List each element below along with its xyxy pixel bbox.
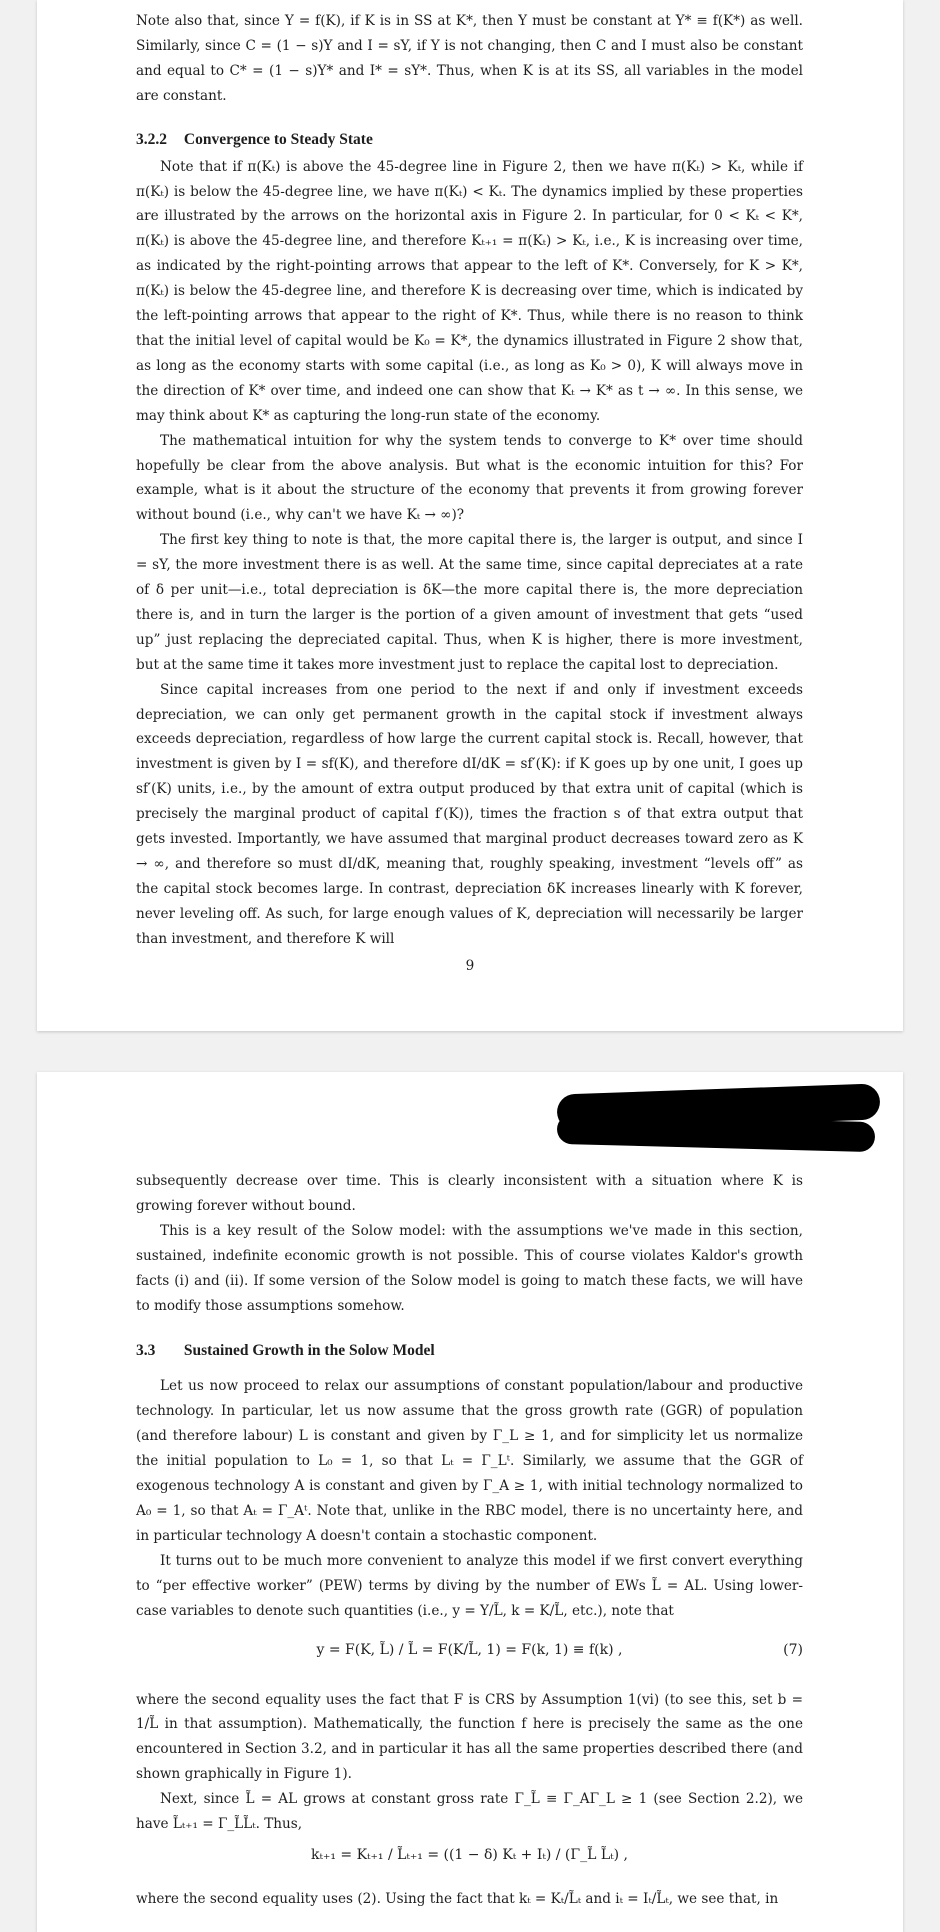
- key-result-paragraph: This is a key result of the Solow model: with the assumptions we've made in this section, sustained, indefinite economic growth is not possible. This of course violates Kaldor's growth facts (i) and (ii). If some version of the Solow model is going to match these facts, we will have to modify those assumptions somehow.: [136, 1222, 803, 1314]
- continuation-paragraph: subsequently decrease over time. This is clearly inconsistent with a situation where K is growing forever without bound.: [136, 1173, 803, 1214]
- paragraph-convergence-1: Note that if π(Kₜ) is above the 45-degree line in Figure 2, then we have π(Kₜ) > Kₜ, while if π(Kₜ) is below the 45-degree line, we have π(Kₜ) < Kₜ. The dynamics implied by these properties are illustrated by the arrows on the horizontal axis in Figure 2. In particular, for 0 < Kₜ < K*, π(Kₜ) is above the 45-degree line, and therefore Kₜ₊₁ = π(Kₜ) > Kₜ, i.e., K is increasing over time, as indicated by the right-pointing arrows that appear to the left of K*. Conversely, for K > K*, π(Kₜ) is below the 45-degree line, and therefore K is decreasing over time, which is indicated by the left-pointing arrows that appear to the right of K*. Thus, while there is no reason to think that the initial level of capital would be K₀ = K*, the dynamics illustrated in Figure 2 show that, as long as the economy starts with some capital (i.e., as long as K₀ > 0), K will always move in the direction of K* over time, and indeed one can show that Kₜ → K* as t → ∞. In this sense, we may think about K* as capturing the long-run state of the economy.: [136, 158, 803, 424]
- section-number: 3.2.2: [136, 130, 167, 148]
- paragraph-convergence-3: The first key thing to note is that, the more capital there is, the larger is output, and since I = sY, the more investment there is as well. At the same time, since capital depreciates at a rate of δ per unit—i.e., total depreciation is δK—the more capital there is, the more depreciation there is, and in turn the larger is the portion of a given amount of investment that gets “used up” just replacing the depreciated capital. Thus, when K is higher, there is more investment, but at the same time it takes more investment just to replace the capital lost to depreciation.: [136, 532, 803, 673]
- page-2-text: [136, 1169, 803, 1907]
- after-equation-7: where the second equality uses the fact that F is CRS by Assumption 1(vi) (to see this, set b = 1/L̃ in that assumption). Mathematically, the function f here is precisely the same as the one encountered in Section 3.2, and in particular it has all the same properties described there (and shown graphically in Figure 1).: [136, 1691, 803, 1783]
- section-number: 3.3: [136, 1342, 156, 1360]
- equation-7: [136, 1624, 803, 1688]
- page-1-text: [136, 9, 803, 952]
- paragraph-growth-1: Let us now proceed to relax our assumptions of constant population/labour and productive technology. In particular, let us now assume that the gross growth rate (GGR) of population (and therefore labour) L is constant and given by Γ_L ≥ 1, and for simplicity let us normalize the initial population to L₀ = 1, so that Lₜ = Γ_Lᵗ. Similarly, we assume that the GGR of exogenous technology A is constant and given by Γ_A ≥ 1, with initial technology normalized to A₀ = 1, so that Aₜ = Γ_Aᵗ. Note that, unlike in the RBC model, there is no uncertainty here, and in particular technology A doesn't contain a stochastic component.: [136, 1378, 803, 1544]
- intro-paragraph: Note also that, since Y = f(K), if K is in SS at K*, then Y must be constant at Y* ≡ f(K*) as well. Similarly, since C = (1 − s)Y and I = sY, if Y is not changing, then C and I must also be constant and equal to C* = (1 − s)Y* and I* = sY*. Thus, when K is at its SS, all variables in the model are constant.: [136, 13, 803, 104]
- page-number: 9: [465, 958, 475, 974]
- equation-7-body: y = F(K, L̃) / L̃ = F(K/L̃, 1) = F(k, 1) ≡ f(k) ,: [316, 1641, 623, 1658]
- equation-7-tag: (7): [783, 1641, 803, 1658]
- paragraph-growth-2: It turns out to be much more convenient to analyze this model if we first convert everything to “per effective worker” (PEW) terms by diving by the number of EWs L̃ = AL. Using lower-case variables to denote such quantities (i.e., y = Y/L̃, k = K/L̃, etc.), note that: [136, 1552, 803, 1619]
- next-paragraph: Next, since L̃ = AL grows at constant gross rate Γ_L̃ ≡ Γ_AΓ_L ≥ 1 (see Section 2.2), we have L̃ₜ₊₁ = Γ_L̃L̃ₜ. Thus,: [136, 1791, 803, 1833]
- equation-8-body: kₜ₊₁ = Kₜ₊₁ / L̃ₜ₊₁ = ((1 − δ) Kₜ + Iₜ) / (Γ_L̃ L̃ₜ) ,: [311, 1846, 628, 1863]
- section-title: Convergence to Steady State: [183, 130, 373, 148]
- equation-8: [136, 1837, 803, 1887]
- section-title: Sustained Growth in the Solow Model: [183, 1342, 435, 1360]
- section-heading-3-3: [136, 1342, 803, 1360]
- paragraph-convergence-2: The mathematical intuition for why the system tends to converge to K* over time should hopefully be clear from the above analysis. But what is the economic intuition for this? For example, what is it about the structure of the economy that prevents it from growing forever without bound (i.e., why can't we have Kₜ → ∞)?: [136, 432, 803, 524]
- document-page-1: [37, 0, 903, 1031]
- document-page-2: [37, 1072, 903, 1932]
- paragraph-convergence-4: Since capital increases from one period to the next if and only if investment exceeds depreciation, we can only get permanent growth in the capital stock if investment always exceeds depreciation, regardless of how large the current capital stock is. Recall, however, that investment is given by I = sf(K), and therefore dI/dK = sf′(K): if K goes up by one unit, I goes up sf′(K) units, i.e., by the amount of extra output produced by that extra unit of capital (which is precisely the marginal product of capital f′(K)), times the fraction s of that extra output that gets invested. Importantly, we have assumed that marginal product decreases toward zero as K → ∞, and therefore so must dI/dK, meaning that, roughly speaking, investment “levels off” as the capital stock becomes large. In contrast, depreciation δK increases linearly with K forever, never leveling off. As such, for large enough values of K, depreciation will necessarily be larger than investment, and therefore K will: [136, 681, 803, 947]
- section-heading-3-2-2: [136, 131, 803, 149]
- cut-off-line: where the second equality uses (2). Using the fact that kₜ = Kₜ/L̃ₜ and iₜ = Iₜ/L̃ₜ, we see that, in: [136, 1890, 779, 1907]
